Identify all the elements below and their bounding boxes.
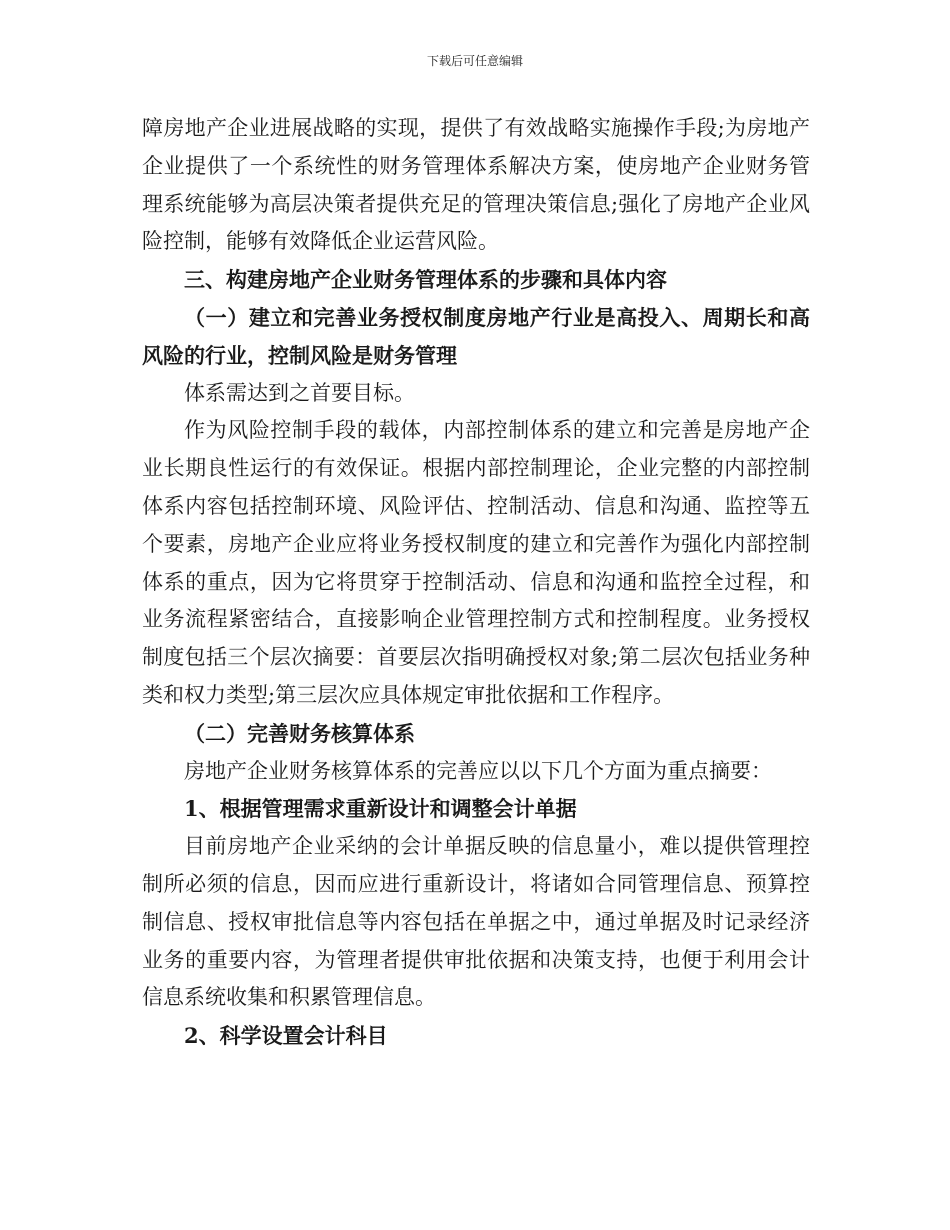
document-body (142, 110, 810, 1055)
item-heading-2: 2、科学设置会计科目 (184, 1023, 388, 1049)
paragraph-accounting-intro: 房地产企业财务核算体系的完善应以以下几个方面为重点摘要： (184, 758, 772, 783)
paragraph-vouchers: 目前房地产企业采纳的会计单据反映的信息量小，难以提供管理控制所必须的信息，因而应进行重新设计，将诸如合同管理信息、预算控制信息、授权审批信息等内容包括在单据之中，通过单据及时记录经济业务的重要内容，为管理者提供审批依据和决策支持，也便于利用会计信息系统收集和积累管理信息。 (142, 834, 810, 1010)
paragraph-goal: 体系需达到之首要目标。 (184, 380, 415, 405)
section-heading-3: 三、构建房地产企业财务管理体系的步骤和具体内容 (184, 267, 667, 293)
subsection-heading-1: （一）建立和完善业务授权制度房地产行业是高投入、周期长和高风险的行业，控制风险是财务管理 (142, 304, 810, 368)
paragraph-internal-control: 作为风险控制手段的载体，内部控制体系的建立和完善是房地产企业长期良性运行的有效保证。根据内部控制理论，企业完整的内部控制体系内容包括控制环境、风险评估、控制活动、信息和沟通、监控等五个要素，房地产企业应将业务授权制度的建立和完善作为强化内部控制体系的重点，因为它将贯穿于控制活动、信息和沟通和监控全过程，和业务流程紧密结合，直接影响企业管理控制方式和控制程度。业务授权制度包括三个层次摘要：首要层次指明确授权对象;第二层次包括业务种类和权力类型;第三层次应具体规定审批依据和工作程序。 (142, 418, 810, 707)
paragraph-continuation: 障房地产企业进展战略的实现，提供了有效战略实施操作手段;为房地产企业提供了一个系统性的财务管理体系解决方案，使房地产企业财务管理系统能够为高层决策者提供充足的管理决策信息;强化了房地产企业风险控制，能够有效降低企业运营风险。 (142, 116, 810, 254)
item-heading-1: 1、根据管理需求重新设计和调整会计单据 (184, 796, 577, 822)
page-header: 下载后可任意编辑 (426, 54, 523, 68)
subsection-heading-2: （二）完善财务核算体系 (184, 720, 415, 746)
